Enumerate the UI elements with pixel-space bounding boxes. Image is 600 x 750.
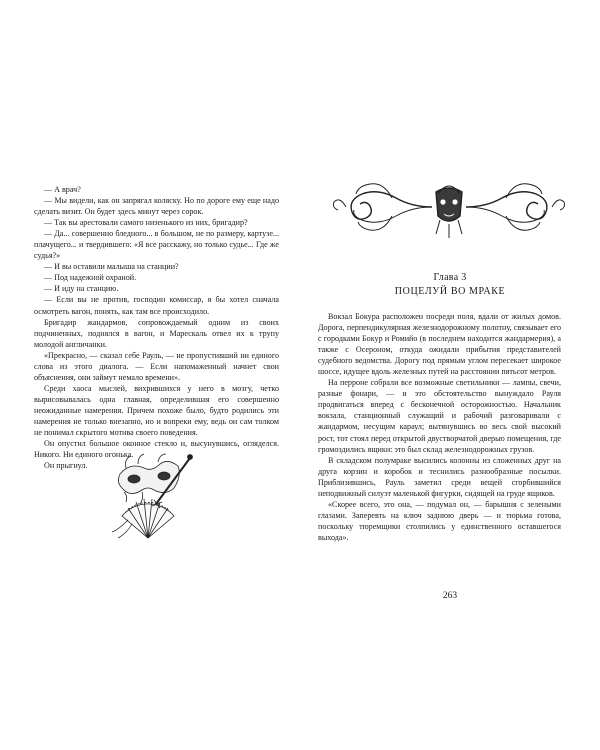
left-paragraph: — Так вы арестовали самого низенького из них, бригадир? [44, 218, 248, 228]
right-paragraph: На перроне собрали все возможные светильники — лампы, свечи, разные фонари, — и это обстоятельство вынуждало Рауля продвигаться вперед с бесконечной осторожностью. Начальник вокзала, станционный служащий и рабочий разговаривали с жандармом, несущим караул; вытянувшись во весь свой высокий рост, тот стоял перед открытой двустворчатой дверью помещения, где громоздились ящики: это был склад железнодорожных грузов. [318, 378, 561, 454]
right-paragraph: В складском полумраке высились колонны из сложенных друг на друга корзин и коробок и теснились разнообразные посылки. Приблизившись, Рауль заметил среди вещей сгорбившийся неподвижный силуэт маленькой фигурки, сидящей на груде ящиков. [318, 455, 561, 498]
left-paragraph: — Да... совершенно бледного... в большом, не по размеру, картузе... плачущего... и твердившего: «Я все расскажу, но только судье... Где же судья?» [34, 229, 279, 261]
left-paragraph: Среди хаоса мыслей, вихрившихся у него в мозгу, четко вырисовывалась одна главная, определившая его совершенно неожиданные намерения. Причем похоже было, будто родились эти намерения не только внезапно, но и вопреки ему, ведь он сам толком не понимал скрытого мотива своего поведения. [34, 383, 279, 438]
mask-fan-illustration [108, 446, 193, 541]
right-paragraph: «Скорее всего, это она, — подумал он, — барышня с зелеными глазами. Заперевть на ключ заднюю дверь — и тюрьма готова, поскольку тюремщики столпились у единственного оставшегося выхода». [318, 499, 561, 542]
page-number: 263 [442, 591, 458, 601]
left-paragraph: — Под надежной охраной. [44, 273, 137, 283]
chapter-label: Глава 3 [433, 272, 467, 283]
left-paragraph: — Если вы не против, господин комиссар, я бы хотел сначала осмотреть вагон, понять, как там все происходило. [34, 295, 279, 316]
left-paragraph: — Мы видели, как он запрягал коляску. Но по дороге ему еще надо сделать визит. Он будет здесь минут через сорок. [34, 196, 279, 217]
left-paragraph: Он опустил большое оконное стекло и, высунувшись, огляделся. Никого. Ни единого огонька. [34, 439, 279, 460]
right-paragraph: Вокзал Бокура расположен посреди поля, вдали от жилых домов. Дорога, перпендикулярная железнодорожному полотну, связывает его с городками Бокур и Ромийо (в последнем находится жандармерия), а также с Осероном, откуда ожидали прибытия представителей судебного ведомства. Дорогу под прямым углом пересекает широкое шоссе, идущее вдоль железных путей на расстоянии пятьсот метров. [318, 312, 561, 377]
left-paragraph: Он прыгнул. [44, 461, 88, 471]
left-paragraph: «Прекрасно, — сказал себе Рауль, — не пропустивший ни единого слова из этого диалога. — Если напомаженный начнет свои объяснения, они займут немало времени». [34, 350, 279, 382]
chapter-title: ПОЦЕЛУЙ ВО МРАКЕ [394, 286, 506, 297]
left-page-text [34, 184, 279, 471]
left-paragraph: Бригадир жандармов, сопровождаемый одним из своих подчиненных, поднялся в вагон, и Марескаль отвел их к трупу молодой англичанки. [34, 317, 279, 349]
left-paragraph: — И вы оставили малыша на станции? [44, 262, 179, 272]
left-paragraph: — А врач? [44, 185, 81, 194]
left-paragraph: — И иду на станцию. [44, 284, 119, 294]
chapter-ornament [332, 172, 566, 242]
right-page-text [318, 311, 561, 543]
